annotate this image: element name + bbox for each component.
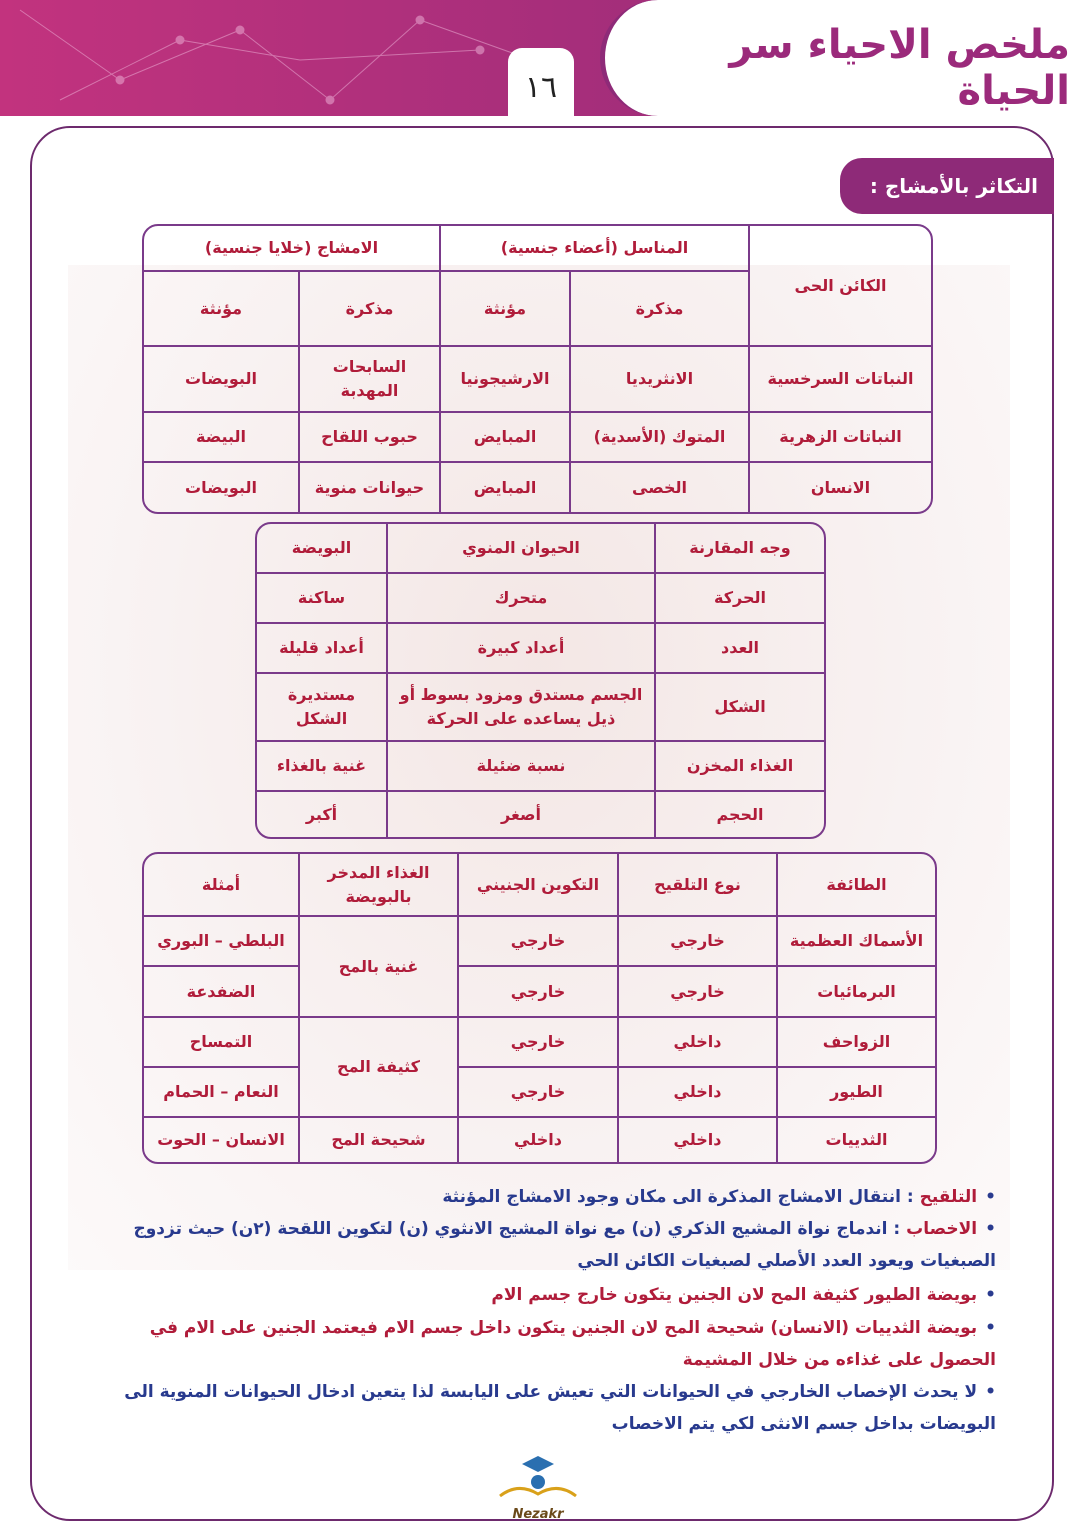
cell: كثيفة المح bbox=[298, 1018, 457, 1118]
logo-text: Nezakr bbox=[512, 1507, 564, 1522]
bullet-text: : اندماج نواة المشيج الذكري (ن) مع نواة المشيج الانثوي (ن) لتكوين اللقحة (٢ن) حيث تزدوج الصبغيات ويعود العدد الأصلي لصبغيات الكائن الحي bbox=[133, 1219, 996, 1271]
header-cell: أمثلة bbox=[144, 854, 298, 917]
cell: الحركة bbox=[654, 574, 824, 624]
bullet-term: الاخصاب bbox=[906, 1219, 978, 1239]
cell: مستديرة الشكل bbox=[257, 674, 386, 742]
cell: الارشيجونيا bbox=[439, 347, 569, 413]
cell: البرمائيات bbox=[776, 967, 935, 1018]
page-number: ١٦ bbox=[508, 48, 574, 116]
header-cell: الطائفة bbox=[776, 854, 935, 917]
cell: السابحات المهدبة bbox=[298, 347, 439, 413]
cell: الغذاء المخزن bbox=[654, 742, 824, 792]
cell: النعام – الحمام bbox=[144, 1068, 298, 1118]
cell: الشكل bbox=[654, 674, 824, 742]
cell: أصغر bbox=[386, 792, 654, 837]
vertebrate-reproduction-table bbox=[142, 852, 937, 1164]
header-cell: المناسل (أعضاء جنسية) bbox=[439, 226, 748, 272]
header-cell: الغذاء المدخر بالبويضة bbox=[298, 854, 457, 917]
cell: خارجي bbox=[457, 1018, 617, 1068]
bullet-text: بويضة الثدييات (الانسان) شحيحة المح لان الجنين يتكون داخل جسم الام فيعتمد الجنين على الام في الحصول على غذاءه من خلال المشيمة bbox=[149, 1318, 996, 1370]
cell: أعداد كبيرة bbox=[386, 624, 654, 674]
cell: أعداد قليلة bbox=[257, 624, 386, 674]
cell: شحيحة المح bbox=[298, 1118, 457, 1162]
cell: ساكنة bbox=[257, 574, 386, 624]
gonads-gametes-table bbox=[142, 224, 933, 514]
cell: الانسان – الحوت bbox=[157, 1130, 285, 1149]
header-cell: مذكرة bbox=[569, 272, 748, 347]
header-cell: نوع التلقيح bbox=[617, 854, 776, 917]
header-cell: مذكرة bbox=[298, 272, 439, 347]
cell: متحرك bbox=[386, 574, 654, 624]
cell: حبوب اللقاح bbox=[298, 413, 439, 463]
cell: نسبة ضئيلة bbox=[386, 742, 654, 792]
cell: الثدييات bbox=[776, 1118, 935, 1162]
bullet-fertilization: •التلقيح : انتقال الامشاج المذكرة الى مكان وجود الامشاج المؤنثة bbox=[442, 1187, 996, 1207]
cell: العدد bbox=[654, 624, 824, 674]
cell: البويضات bbox=[185, 477, 257, 497]
header-cell: الامشاج (خلايا جنسية) bbox=[144, 226, 439, 272]
cell: النباتات الزهرية bbox=[748, 413, 931, 463]
cell: الحجم bbox=[654, 792, 824, 837]
title-box bbox=[600, 0, 1080, 116]
cell: داخلي bbox=[617, 1118, 776, 1162]
logo bbox=[488, 1452, 588, 1522]
cell: التمساح bbox=[144, 1018, 298, 1068]
header-cell: الكائن الحى bbox=[748, 226, 931, 347]
bullet-bird-egg: •بويضة الطيور كثيفة المح لان الجنين يتكون خارج جسم الام bbox=[491, 1285, 996, 1305]
cell: الضفدعة bbox=[144, 967, 298, 1018]
cell: الخصى bbox=[569, 463, 748, 512]
bullet-text: : انتقال الامشاج المذكرة الى مكان وجود الامشاج المؤنثة bbox=[442, 1187, 914, 1207]
header-cell: الحيوان المنوي bbox=[386, 524, 654, 574]
cell: المتوك (الأسدية) bbox=[569, 413, 748, 463]
bullet-mammal-egg: •بويضة الثدييات (الانسان) شحيحة المح لان الجنين يتكون داخل جسم الام فيعتمد الجنين على الام في الحصول على غذاءه من خلال المشيمة bbox=[149, 1318, 996, 1370]
cell: داخلي bbox=[617, 1068, 776, 1118]
header-cell: مؤنثة bbox=[144, 272, 298, 347]
bullet-land-animals: •لا يحدث الإخصاب الخارجي في الحيوانات التي تعيش على اليابسة لذا يتعين ادخال الحيوانات المنوية الى البويضات بداخل جسم الانثى لكي يتم الاخصاب bbox=[124, 1382, 996, 1434]
graduation-book-icon bbox=[488, 1452, 588, 1508]
bullet-term: التلقيح bbox=[919, 1187, 978, 1207]
cell: البويضات bbox=[144, 347, 298, 413]
cell: البيضة bbox=[144, 413, 298, 463]
cell: الأسماك العظمية bbox=[776, 917, 935, 967]
header-banner bbox=[0, 0, 1080, 116]
cell: الجسم مستدق ومزود بسوط أو ذيل يساعده على الحركة bbox=[386, 674, 654, 742]
cell: غنية بالغذاء bbox=[257, 742, 386, 792]
header-cell: وجه المقارنة bbox=[654, 524, 824, 574]
cell: خارجي bbox=[617, 917, 776, 967]
cell: حيوانات منوية bbox=[298, 463, 439, 512]
cell: داخلي bbox=[617, 1018, 776, 1068]
cell: البلطي – البوري bbox=[144, 917, 298, 967]
header-cell: التكوين الجنيني bbox=[457, 854, 617, 917]
cell: أكبر bbox=[305, 804, 338, 824]
section-title: التكاثر بالأمشاج : bbox=[840, 158, 1054, 214]
cell: خارجي bbox=[617, 967, 776, 1018]
cell: المبايض bbox=[439, 463, 569, 512]
sperm-egg-comparison-table bbox=[255, 522, 826, 839]
header-cell: مؤنثة bbox=[439, 272, 569, 347]
cell: غنية بالمح bbox=[298, 917, 457, 1018]
page-title: ملخص الاحياء سر الحياة bbox=[729, 22, 1070, 114]
cell: الانثريديا bbox=[569, 347, 748, 413]
cell: الطيور bbox=[776, 1068, 935, 1118]
cell: خارجي bbox=[457, 1068, 617, 1118]
cell: خارجي bbox=[457, 917, 617, 967]
cell: داخلي bbox=[457, 1118, 617, 1162]
cell: النباتات السرخسية bbox=[748, 347, 931, 413]
cell: خارجي bbox=[457, 967, 617, 1018]
bullet-text: بويضة الطيور كثيفة المح لان الجنين يتكون خارج جسم الام bbox=[491, 1285, 978, 1305]
cell: المبايض bbox=[439, 413, 569, 463]
bullet-zygote: •الاخصاب : اندماج نواة المشيج الذكري (ن) مع نواة المشيج الانثوي (ن) لتكوين اللقحة (٢ن) حيث تزدوج الصبغيات ويعود العدد الأصلي لصبغيات الكائن الحي bbox=[133, 1219, 996, 1271]
bullet-text: لا يحدث الإخصاب الخارجي في الحيوانات التي تعيش على اليابسة لذا يتعين ادخال الحيوانات المنوية الى البويضات بداخل جسم الانثى لكي يتم الاخصاب bbox=[124, 1382, 996, 1434]
cell: الزواحف bbox=[776, 1018, 935, 1068]
cell: الانسان bbox=[748, 463, 931, 512]
header-cell: البويضة bbox=[257, 524, 386, 574]
